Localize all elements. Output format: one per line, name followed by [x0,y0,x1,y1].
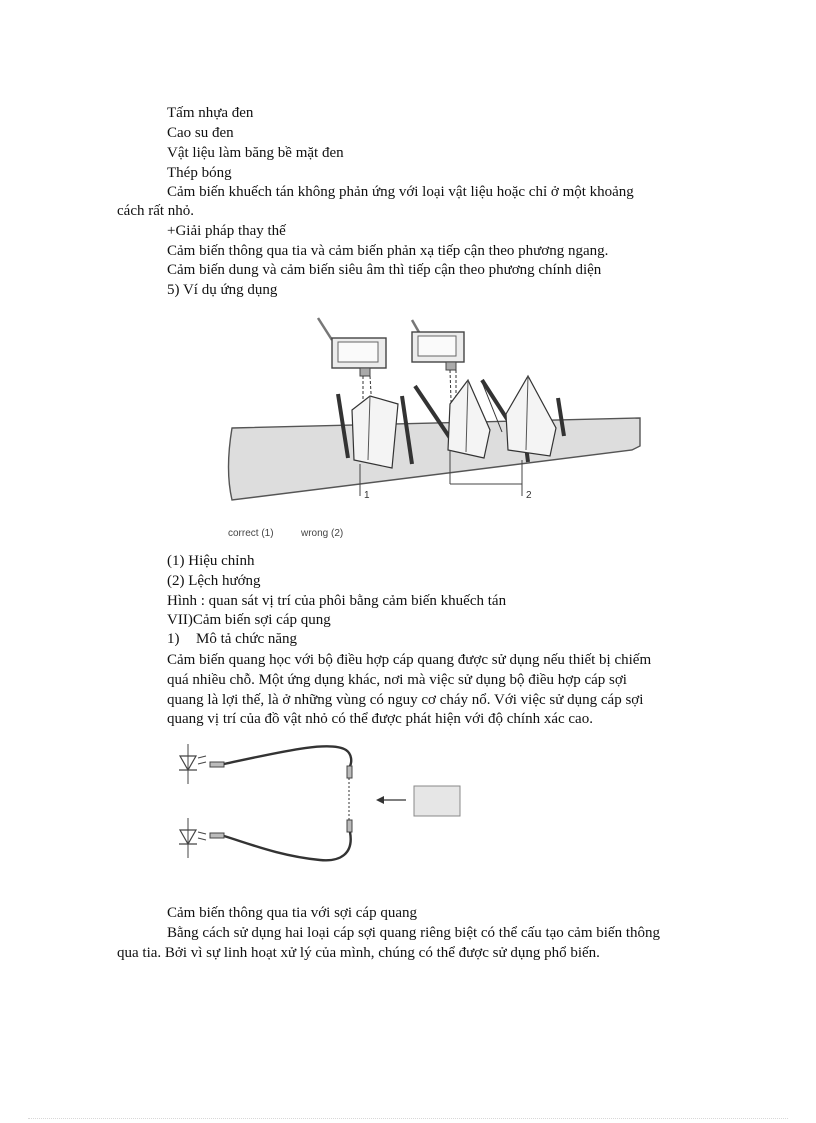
paragraph-line: cách rất nhỏ. [117,203,195,219]
caption-correct: correct (1) [228,528,274,539]
subsection-heading: Mô tả chức năng [196,631,298,647]
figure-caption: Cảm biến thông qua tia với sợi cáp quang [167,905,417,921]
text-line: Cao su đen [167,125,234,141]
page-edge [28,1118,788,1119]
text-line: Thép bóng [167,165,232,181]
paragraph-line: quá nhiều chỗ. Một ứng dụng khác, nơi mà việc sử dụng bộ điều hợp cáp sợi [167,672,627,688]
figure-label-1: 1 [364,490,370,501]
figure-label-2: 2 [526,490,532,501]
legend-item: (1) Hiệu chỉnh [167,553,255,569]
subsection-number: 1) [167,631,180,647]
text-line: Tấm nhựa đen [167,105,254,121]
conveyor-sensor-figure [220,310,650,510]
paragraph-line: Cảm biến khuếch tán không phản ứng với loại vật liệu hoặc chỉ ở một khoảng [167,184,634,200]
figure-caption: Hình : quan sát vị trí của phôi bằng cảm biến khuếch tán [167,593,507,609]
paragraph-line: quang vị trí của đồ vật nhỏ có thể được phát hiện với độ chính xác cao. [167,711,593,727]
paragraph-line: Cảm biến thông qua tia và cảm biến phản xạ tiếp cận theo phương ngang. [167,243,609,259]
legend-item: (2) Lệch hướng [167,573,261,589]
section-heading: 5) Ví dụ ứng dụng [167,282,278,298]
caption-wrong: wrong (2) [301,528,344,539]
fiber-optic-figure [170,736,470,866]
paragraph-line: Cảm biến dung và cảm biến siêu âm thì tiếp cận theo phương chính diện [167,262,602,278]
text-line: Vật liệu làm băng bề mặt đen [167,145,344,161]
section-heading: VII)Cảm biến sợi cáp qung [167,612,331,628]
paragraph-line: quang là lợi thế, là ở những vùng có nguy cơ cháy nổ. Với việc sử dụng cáp sợi [167,692,644,708]
paragraph-line: Bằng cách sử dụng hai loại cáp sợi quang riêng biệt có thể cấu tạo cảm biến thông [167,925,660,941]
paragraph-line: qua tia. Bởi vì sự linh hoạt xử lý của mình, chúng có thể được sử dụng phổ biến. [117,945,600,961]
paragraph-line: Cảm biến quang học với bộ điều hợp cáp quang được sử dụng nếu thiết bị chiếm [167,652,652,668]
alternative-heading: +Giải pháp thay thế [167,223,286,239]
